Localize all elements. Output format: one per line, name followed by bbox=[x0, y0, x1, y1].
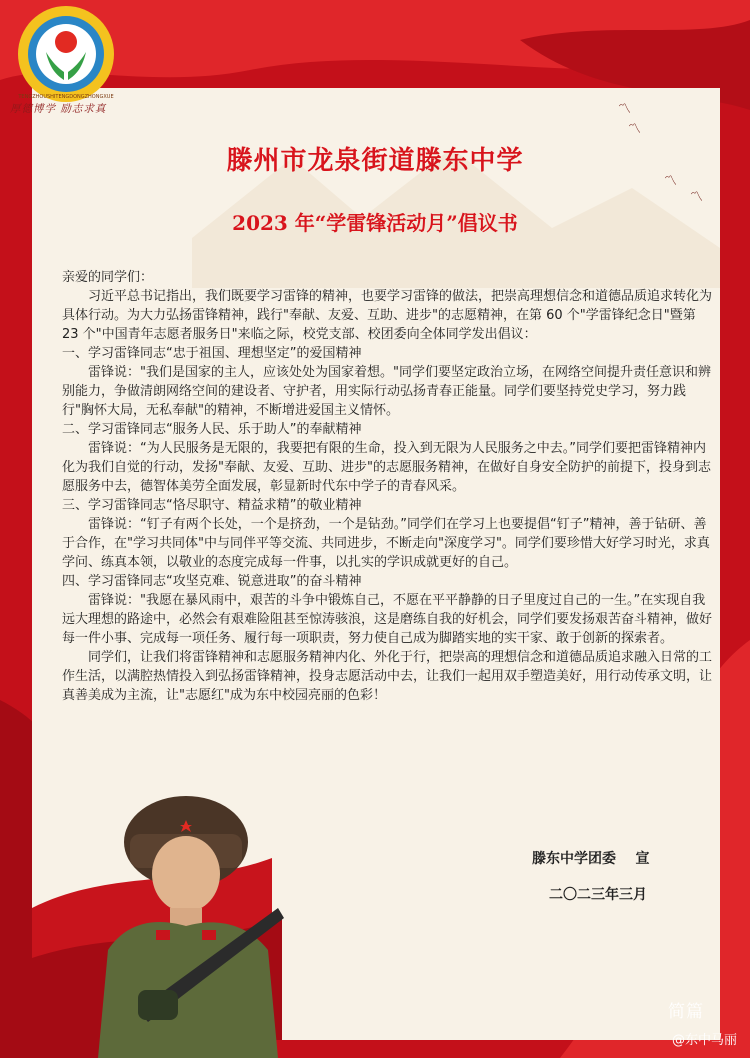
section-text: 雷锋说："我愿在暴风雨中，艰苦的斗争中锻炼自己，不愿在平平静静的日子里度过自己的一生。”在实现自我远大理想的路途中，必然会有艰难险阻甚至惊涛骇浪，这是磨练自我的好机会，同学们要发扬艰苦奋斗精神，做好每一件小事、完成每一项任务、履行每一项职责，努力使自己成为脚踏实地的实干家、敢于创新的探索者。 bbox=[62, 593, 713, 646]
proposal-body bbox=[62, 268, 712, 705]
intro-paragraph: 习近平总书记指出，我们既要学习雷锋的精神，也要学习雷锋的做法，把崇高理想信念和道德品质追求转化为具体行动。为大力弘扬雷锋精神，践行"奉献、友爱、互助、进步"的志愿精神，在第 60 个"学雷锋纪念日"暨第 23 个"中国青年志愿者服务日"来临之际，校党支部、校团委向全体同学发出倡议： bbox=[62, 289, 713, 342]
brand-watermark: 简篇 bbox=[668, 1002, 704, 1022]
logo-text: TENGZHOUSHITENGDONGZHONGXUE bbox=[18, 94, 114, 100]
page-title: 滕州市龙泉街道滕东中学 bbox=[226, 146, 524, 176]
greeting: 亲爱的同学们： bbox=[62, 270, 154, 285]
section-text: 雷锋说："我们是国家的主人，应该处处为国家着想。"同学们要坚定政治立场，在网络空间提升责任意识和辨别能力，争做清朗网络空间的建设者、守护者，用实际行动弘扬青春正能量。同学们要坚持党史学习，努力践行"胸怀大局，无私奉献"的精神，不断增进爱国主义情怀。 bbox=[62, 365, 711, 418]
signature-org: 滕东中学团委 宣 bbox=[532, 851, 650, 867]
soldier-portrait bbox=[78, 790, 298, 1058]
bird-icon: 〽 bbox=[628, 122, 642, 137]
bird-icon: 〽 bbox=[618, 102, 632, 117]
section-heading: 四、学习雷锋同志“攻坚克难、锐意进取”的奋斗精神 bbox=[62, 574, 362, 589]
section-text: 雷锋说：“钉子有两个长处，一个是挤劲，一个是钻劲。”同学们在学习上也要提倡“钉子”精神，善于钻研、善于合作，在"学习共同体"中与同伴平等交流、共同进步，不断走向"深度学习"。同学们要珍惜大好学习时光，求真学问、练真本领，以敬业的态度完成每一件事，以扎实的学识成就更好的自己。 bbox=[62, 517, 710, 570]
document-subtitle: 2023 年“学雷锋活动月”倡议书 bbox=[232, 211, 518, 235]
section-heading: 二、学习雷锋同志“服务人民、乐于助人”的奉献精神 bbox=[62, 422, 362, 437]
school-motto: 厚德博学 励志求真 bbox=[10, 103, 107, 115]
section-heading: 一、学习雷锋同志“忠于祖国、理想坚定”的爱国精神 bbox=[62, 346, 362, 361]
school-logo bbox=[12, 2, 120, 110]
bird-icon: 〽 bbox=[664, 174, 678, 189]
section-text: 雷锋说：“为人民服务是无限的，我要把有限的生命，投入到无限为人民服务之中去。”同学们要把雷锋精神内化为我们自觉的行动，发扬"奉献、友爱、互助、进步"的志愿服务精神，在做好自身安全防护的前提下，投身到志愿服务中去，德智体美劳全面发展，彰显新时代东中学子的青春风采。 bbox=[62, 441, 711, 494]
signature-date: 二〇二三年三月 bbox=[549, 887, 647, 903]
closing-paragraph: 同学们，让我们将雷锋精神和志愿服务精神内化、外化于行，把崇高的理想信念和道德品质追求融入日常的工作生活，以满腔热情投入到弘扬雷锋精神，投身志愿活动中去，让我们一起用双手塑造美好，用行动传承文明，让真善美成为主流，让"志愿红"成为东中校园亮丽的色彩！ bbox=[62, 650, 713, 703]
author-watermark: @东中马丽 bbox=[672, 1033, 738, 1048]
section-heading: 三、学习雷锋同志“恪尽职守、精益求精”的敬业精神 bbox=[62, 498, 362, 513]
bird-icon: 〽 bbox=[690, 190, 704, 205]
